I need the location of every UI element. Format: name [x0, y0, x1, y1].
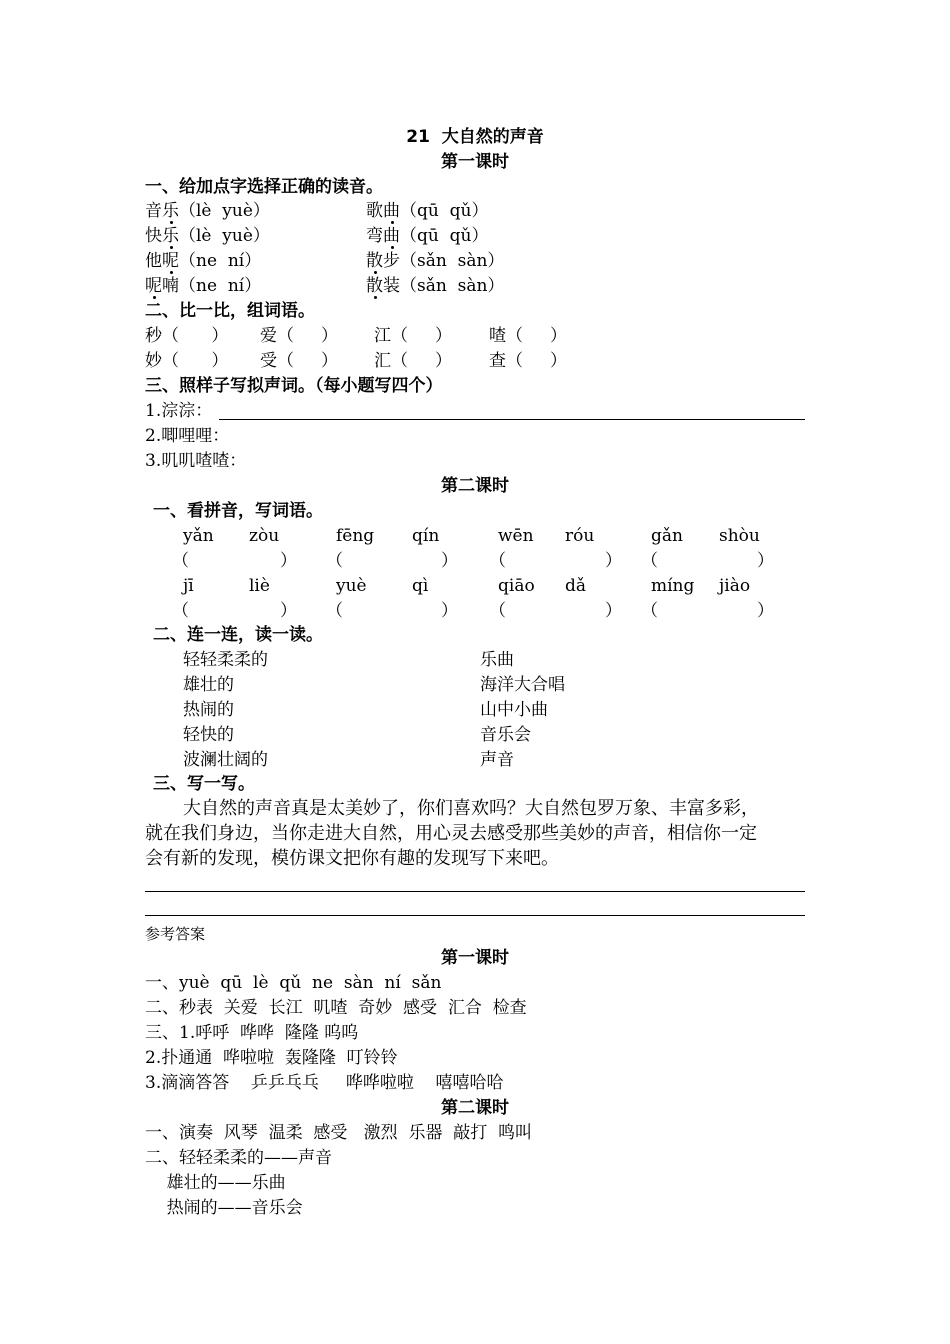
reading-options: （lè yuè）	[179, 226, 270, 246]
answer-line-text: 雄壮的——乐曲	[145, 1173, 286, 1193]
answer-line-text: 2.扑通通 哗啦啦 轰隆隆 叮铃铃	[145, 1048, 398, 1068]
bracket-open: （	[326, 551, 343, 571]
bracket-open: （	[641, 551, 658, 571]
compare-word-blank: 江（ ）	[374, 326, 453, 346]
pinyin-syllable: qiāo	[498, 576, 535, 596]
bracket-close: ）	[441, 551, 458, 571]
compare-word-blank: 查（ ）	[489, 351, 568, 371]
match-left-item: 热闹的	[183, 700, 234, 720]
pinyin-syllable: shòu	[719, 526, 760, 546]
pinyin-syllable: yuè	[336, 576, 367, 596]
reading-char: 快	[145, 226, 162, 246]
match-right-item: 乐曲	[480, 650, 514, 670]
match-right-item: 音乐会	[480, 725, 531, 745]
reading-options: （sǎn sàn）	[400, 276, 505, 296]
compare-word-blank: 喳（ ）	[489, 326, 568, 346]
lesson-1-heading: 第一课时	[441, 152, 509, 172]
match-left-item: 雄壮的	[183, 675, 234, 695]
answer-lesson-2-heading: 第二课时	[441, 1098, 509, 1118]
answer-line-text: 一、yuè qū lè qǔ ne sàn ní sǎn	[145, 973, 442, 993]
pinyin-syllable: jī	[183, 576, 194, 596]
bracket-close: ）	[757, 551, 774, 571]
pinyin-syllable: wēn	[498, 526, 534, 546]
reading-item-left	[145, 199, 270, 223]
dotted-char: 呢	[145, 276, 162, 296]
reading-options: （lè yuè）	[179, 201, 270, 221]
bracket-close: ）	[605, 601, 622, 621]
reading-item-right	[366, 224, 488, 248]
pinyin-syllable: yǎn	[183, 526, 214, 546]
compare-word-blank: 爱（ ）	[260, 326, 339, 346]
answer-line-text: 3.滴滴答答 乒乒乓乓 哗哗啦啦 嘻嘻哈哈	[145, 1073, 504, 1093]
bracket-close: ）	[280, 601, 297, 621]
writing-line	[145, 891, 805, 892]
dotted-char: 乐	[162, 201, 179, 221]
reading-options: （sǎn sàn）	[400, 251, 505, 271]
section-pronunciation-heading: 一、给加点字选择正确的读音。	[145, 177, 383, 197]
answer-lesson-1-heading: 第一课时	[441, 948, 509, 968]
pinyin-syllable: gǎn	[651, 526, 683, 546]
bracket-close: ）	[280, 551, 297, 571]
section-write-heading: 三、写一写。	[153, 774, 255, 794]
reading-options: （qū qǔ）	[400, 201, 489, 221]
paragraph-line: 会有新的发现，模仿课文把你有趣的发现写下来吧。	[145, 848, 559, 869]
reading-char: 喃	[162, 276, 179, 296]
section-onomatopoeia-heading: 三、照样子写拟声词。（每小题写四个）	[145, 376, 443, 396]
reading-options: （ne ní）	[179, 276, 262, 296]
reading-item-left	[145, 249, 261, 273]
page-title: 21 大自然的声音	[406, 127, 544, 147]
reading-item-right	[366, 249, 504, 273]
bracket-open: （	[641, 601, 658, 621]
onomatopoeia-item: 3.叽叽喳喳：	[145, 451, 247, 471]
lesson-2-heading: 第二课时	[441, 476, 509, 496]
dotted-char: 乐	[162, 226, 179, 246]
reading-char: 歌	[366, 201, 383, 221]
answer-line-text: 二、轻轻柔柔的——声音	[145, 1148, 332, 1168]
pinyin-syllable: fēng	[336, 526, 375, 546]
compare-word-blank: 秒（ ）	[145, 326, 229, 346]
onomatopoeia-item: 2.唧哩哩：	[145, 426, 230, 446]
section-compare-heading: 二、比一比，组词语。	[145, 301, 315, 321]
reading-char: 音	[145, 201, 162, 221]
match-left-item: 波澜壮阔的	[183, 750, 268, 770]
compare-word-blank: 妙（ ）	[145, 351, 229, 371]
writing-line	[145, 915, 805, 916]
reading-item-right	[366, 274, 504, 298]
bracket-close: ）	[441, 601, 458, 621]
pinyin-syllable: qì	[412, 576, 429, 596]
pinyin-syllable: míng	[651, 576, 695, 596]
match-right-item: 山中小曲	[480, 700, 548, 720]
pinyin-syllable: jiào	[719, 576, 751, 596]
paragraph-line: 大自然的声音真是太美妙了，你们喜欢吗？大自然包罗万象、丰富多彩，	[183, 798, 759, 819]
reading-item-right	[366, 199, 488, 223]
bracket-open: （	[489, 601, 506, 621]
bracket-open: （	[172, 551, 189, 571]
reading-options: （qū qǔ）	[400, 226, 489, 246]
dotted-char: 曲	[383, 201, 400, 221]
dotted-char: 散	[366, 276, 383, 296]
reading-char: 装	[383, 276, 400, 296]
dotted-char: 曲	[383, 226, 400, 246]
answer-line-text: 热闹的——音乐会	[145, 1198, 303, 1218]
pinyin-syllable: zòu	[249, 526, 280, 546]
answer-line-text: 一、演奏 风琴 温柔 感受 激烈 乐器 敲打 鸣叫	[145, 1123, 533, 1143]
pinyin-syllable: róu	[565, 526, 595, 546]
bracket-open: （	[489, 551, 506, 571]
section-pinyin-heading: 一、看拼音，写词语。	[153, 501, 323, 521]
answer-line-text: 二、秒表 关爱 长江 叽喳 奇妙 感受 汇合 检查	[145, 998, 527, 1018]
answer-line-text: 三、1.呼呼 哗哗 隆隆 呜呜	[145, 1023, 359, 1043]
bracket-close: ）	[757, 601, 774, 621]
reading-options: （ne ní）	[179, 251, 262, 271]
compare-word-blank: 汇（ ）	[374, 351, 453, 371]
reading-char: 弯	[366, 226, 383, 246]
match-left-item: 轻轻柔柔的	[183, 650, 268, 670]
dotted-char: 呢	[162, 251, 179, 271]
pinyin-syllable: qín	[412, 526, 440, 546]
dotted-char: 散	[366, 251, 383, 271]
bracket-open: （	[326, 601, 343, 621]
match-right-item: 声音	[480, 750, 514, 770]
match-left-item: 轻快的	[183, 725, 234, 745]
reading-item-left	[145, 274, 261, 298]
reading-char: 步	[383, 251, 400, 271]
bracket-close: ）	[605, 551, 622, 571]
reading-item-left	[145, 224, 270, 248]
reading-char: 他	[145, 251, 162, 271]
answer-line	[219, 419, 805, 420]
compare-word-blank: 受（ ）	[260, 351, 339, 371]
onomatopoeia-item: 1.淙淙：	[145, 401, 213, 421]
section-match-heading: 二、连一连，读一读。	[153, 625, 323, 645]
answer-key-label: 参考答案	[145, 925, 206, 943]
pinyin-syllable: liè	[249, 576, 270, 596]
match-right-item: 海洋大合唱	[480, 675, 565, 695]
bracket-open: （	[172, 601, 189, 621]
pinyin-syllable: dǎ	[565, 576, 587, 596]
paragraph-line: 就在我们身边，当你走进大自然，用心灵去感受那些美妙的声音，相信你一定	[145, 823, 757, 844]
